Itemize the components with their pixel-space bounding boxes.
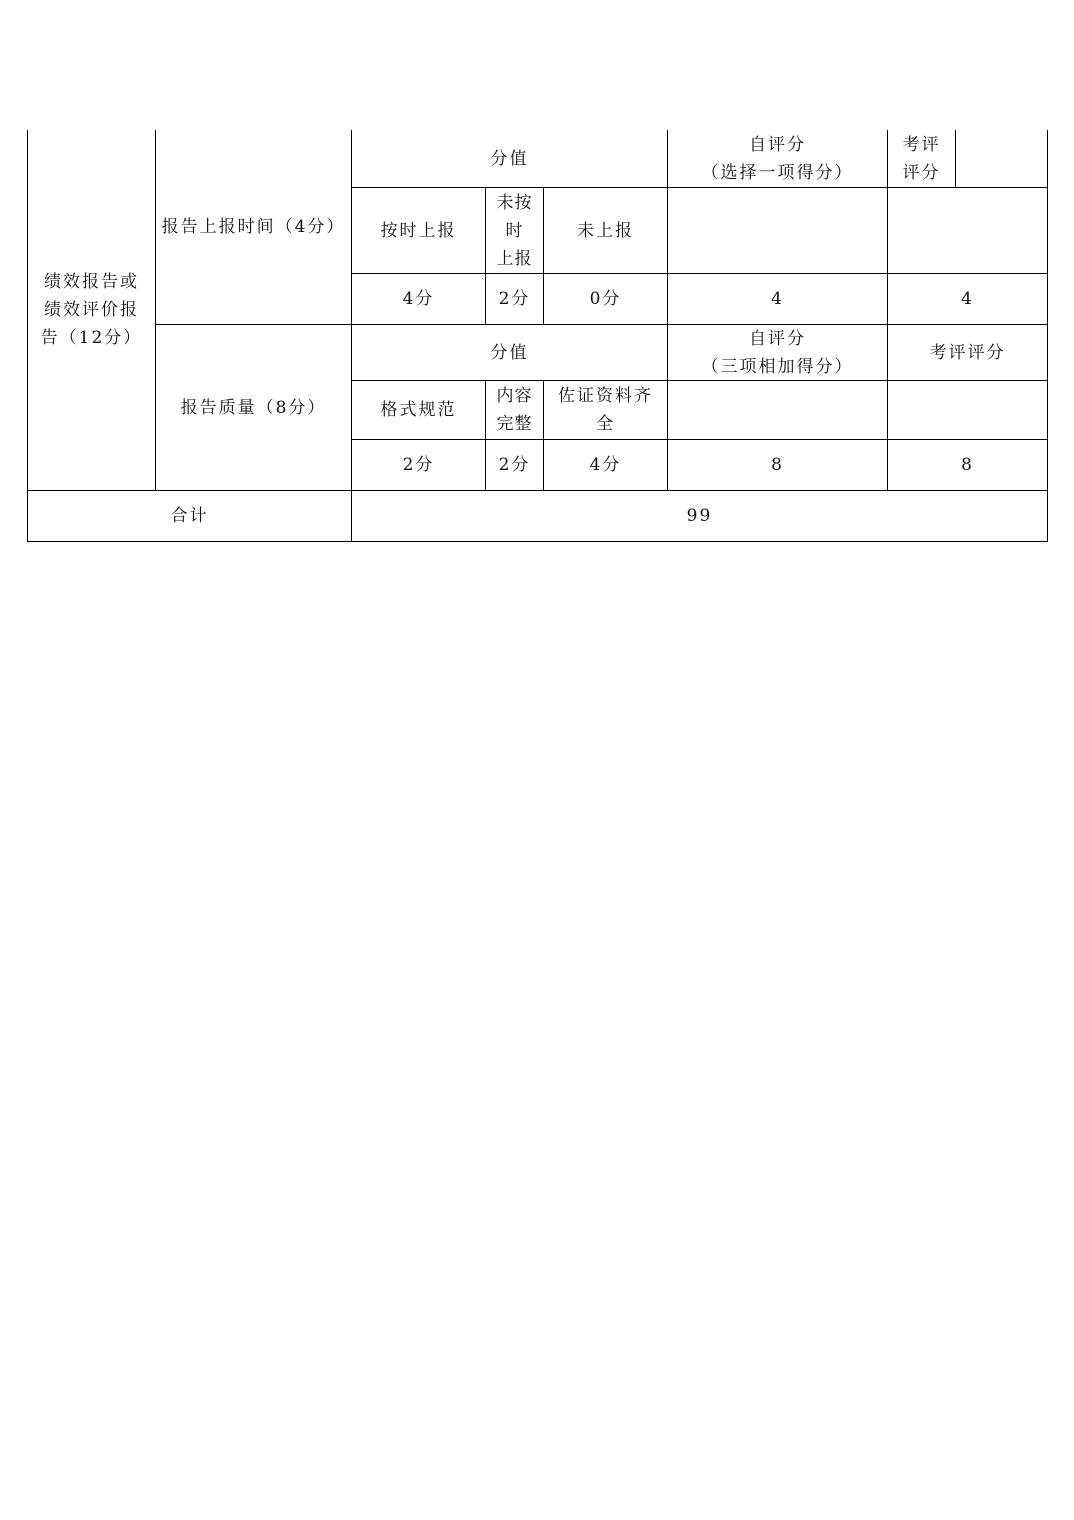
section1-self-score: 4 (771, 289, 784, 309)
section2-review-score: 8 (961, 455, 974, 475)
section2-option-score-1: 2分 (402, 455, 435, 475)
total-label: 合计 (170, 506, 209, 526)
section1-option-3: 未上报 (577, 220, 634, 241)
section2-option-1: 格式规范 (380, 400, 457, 420)
section1-option-score-1: 4分 (402, 289, 435, 309)
section2-score-value-header: 分值 (490, 342, 529, 363)
section1-review-score-header: 考评 评分 (902, 134, 941, 183)
section2-option-3: 佐证资料齐 全 (558, 386, 653, 434)
category-cell: 绩效报告或 绩效评价报 告（12分） (40, 272, 143, 348)
section1-option-score-2: 2分 (498, 289, 531, 309)
section2-review-score-header: 考评评分 (929, 342, 1006, 363)
section1-option-score-3: 0分 (589, 289, 622, 309)
section1-review-score: 4 (961, 289, 974, 309)
section2-option-score-3: 4分 (589, 455, 622, 475)
section1-score-value-header: 分值 (490, 148, 529, 169)
section1-option-1: 按时上报 (380, 220, 457, 241)
section1-self-score-header: 自评分 （选择一项得分） (701, 134, 854, 183)
section1-name: 报告上报时间（4分） (161, 217, 346, 237)
section1-option-2: 未按 时 上报 (496, 192, 533, 269)
section2-option-score-2: 2分 (498, 455, 531, 475)
section2-option-2: 内容 完整 (496, 386, 533, 434)
section2-name: 报告质量（8分） (180, 397, 327, 418)
section2-self-score: 8 (771, 455, 784, 475)
total-value: 99 (686, 506, 713, 526)
section2-self-score-header: 自评分 （三项相加得分） (701, 328, 854, 377)
